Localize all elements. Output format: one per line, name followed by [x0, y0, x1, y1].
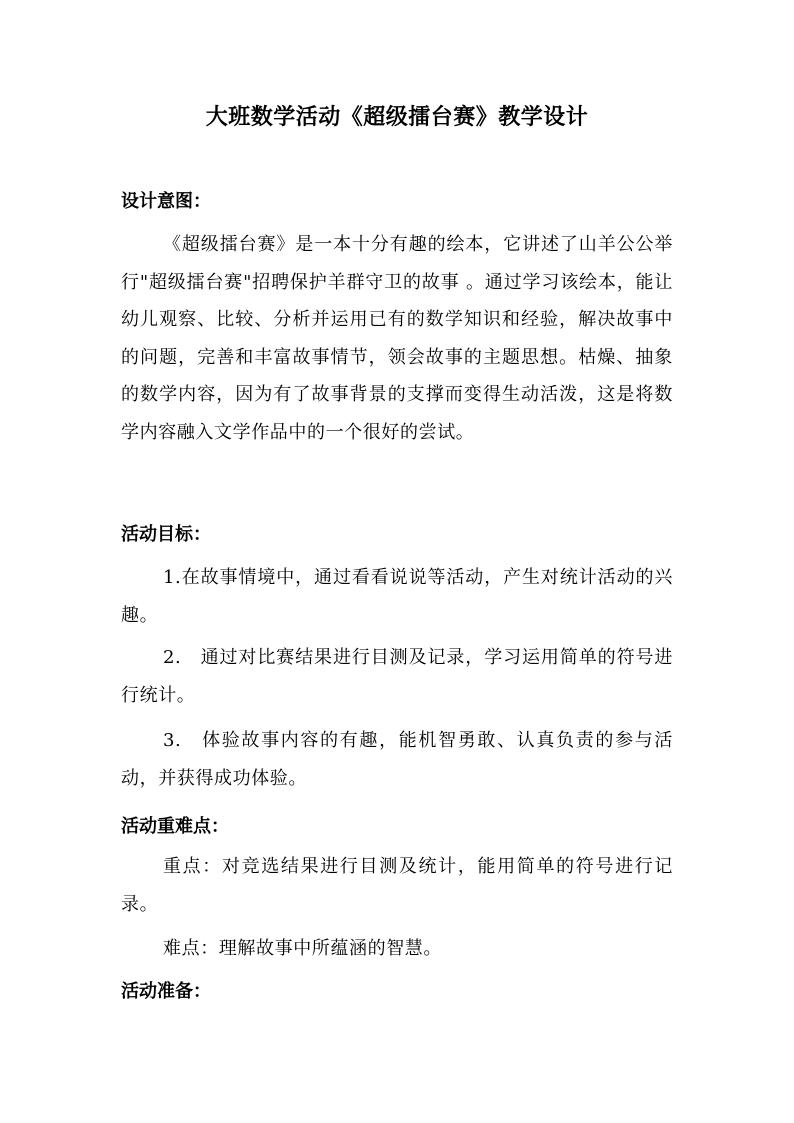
heading-goals: 活动目标： — [121, 524, 211, 545]
heading-key-points: 活动重难点： — [121, 816, 229, 837]
key-point-focus: 重点：对竞选结果进行目测及统计，能用简单的符号进行记录。 — [121, 856, 673, 915]
paragraph-design-intent: 《超级擂台赛》是一本十分有趣的绘本，它讲述了山羊公公举行"超级擂台赛"招聘保护羊群守卫的故事 。通过学习该绘本，能让幼儿观察、比较、分析并运用已有的数学知识和经验，解决故事中的问题，完善和丰富故事情节，领会故事的主题思想。枯燥、抽象的数学内容，因为有了故事背景的支撑而变得生动活泼，这是将数学内容融入文学作品中的一个很好的尝试。 — [121, 234, 673, 443]
goal-item-2: 2. 通过对比赛结果进行目测及记录，学习运用简单的符号进行统计。 — [121, 647, 673, 706]
goal-item-3: 3. 体验故事内容的有趣，能机智勇敢、认真负责的参与活动，并获得成功体验。 — [121, 730, 673, 789]
document-title: 大班数学活动《超级擂台赛》教学设计 — [205, 105, 589, 130]
heading-design-intent: 设计意图： — [121, 191, 211, 212]
key-point-difficulty: 难点：理解故事中所蕴涵的智慧。 — [163, 938, 442, 959]
goal-item-1: 1.在故事情境中，通过看看说说等活动，产生对统计活动的兴趣。 — [121, 567, 673, 626]
heading-preparation: 活动准备： — [121, 981, 211, 1002]
